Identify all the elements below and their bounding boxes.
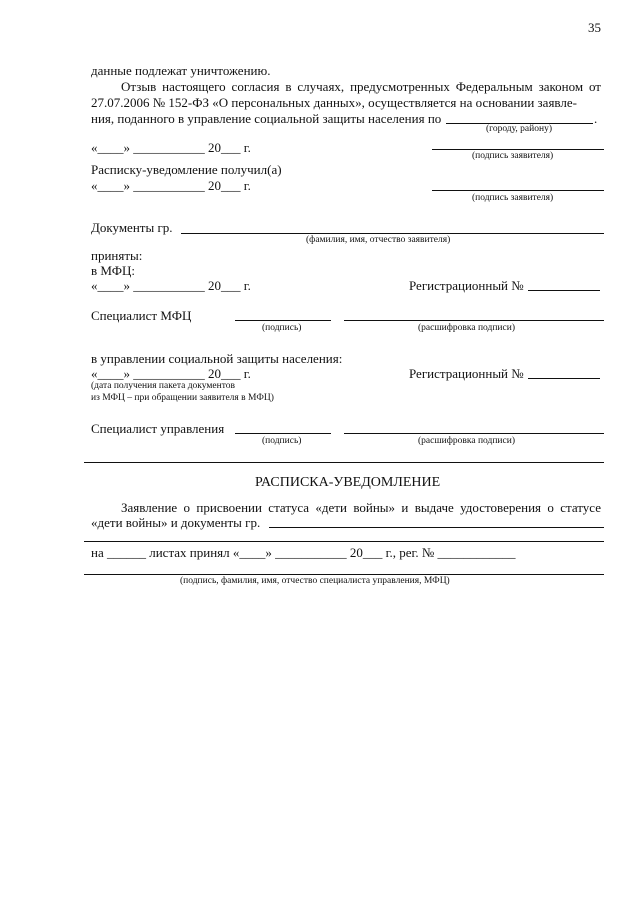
documents-label: Документы гр. bbox=[91, 220, 173, 235]
date-field: «____» ___________ 20___ г. bbox=[91, 278, 251, 293]
page-number: 35 bbox=[588, 20, 601, 35]
receipt-bottom-line bbox=[84, 574, 604, 575]
date-note-1: (дата получения пакета документов bbox=[91, 381, 235, 391]
date-field: «____» ___________ 20___ г. bbox=[91, 178, 251, 193]
reg-number-line bbox=[528, 290, 600, 291]
withdrawal-paragraph-last-line: ния, поданного в управление социальной защиты населения по bbox=[91, 111, 442, 126]
decoding-line bbox=[344, 320, 604, 321]
applicant-name-line bbox=[181, 233, 604, 234]
mfc-label: в МФЦ: bbox=[91, 263, 136, 278]
signature-line bbox=[235, 320, 331, 321]
signature-caption: (подпись) bbox=[262, 436, 302, 446]
period: . bbox=[594, 111, 598, 126]
receipt-sheets-line: на ______ листах принял «____» ___________ 20___ г., рег. № ____________ bbox=[91, 545, 516, 560]
withdrawal-paragraph: Отзыв настоящего согласия в случаях, предусмотренных Федеральным законом от 27.07.2006 № 152-ФЗ «О персональных данных», осуществляется на основании заявле- bbox=[91, 79, 601, 110]
date-field: «____» ___________ 20___ г. bbox=[91, 366, 251, 381]
receipt-text-line-1: Заявление о присвоении статуса «дети войны» и выдаче удостоверения о статусе bbox=[121, 500, 601, 515]
applicant-name-caption: (фамилия, имя, отчество заявителя) bbox=[306, 235, 451, 245]
separator-line bbox=[84, 462, 604, 463]
reg-number-label: Регистрационный № bbox=[409, 366, 524, 381]
social-dept-label: в управлении социальной защиты населения: bbox=[91, 351, 343, 366]
decoding-line bbox=[344, 433, 604, 434]
specialist-mfc-label: Специалист МФЦ bbox=[91, 308, 192, 323]
intro-line: данные подлежат уничтожению. bbox=[91, 63, 271, 78]
receipt-separator-line bbox=[84, 541, 604, 542]
city-district-caption: (городу, району) bbox=[486, 124, 552, 134]
receipt-name-line bbox=[269, 527, 604, 528]
signature-caption: (подпись) bbox=[262, 323, 302, 333]
applicant-signature-line bbox=[432, 149, 604, 150]
date-field: «____» ___________ 20___ г. bbox=[91, 140, 251, 155]
applicant-signature-caption: (подпись заявителя) bbox=[472, 151, 554, 161]
reg-number-line bbox=[528, 378, 600, 379]
receipt-text-line-2: «дети войны» и документы гр. bbox=[91, 515, 261, 530]
specialist-dept-label: Специалист управления bbox=[91, 421, 225, 436]
decoding-caption: (расшифровка подписи) bbox=[418, 323, 515, 333]
applicant-signature-caption: (подпись заявителя) bbox=[472, 193, 554, 203]
signature-line bbox=[235, 433, 331, 434]
receipt-title: РАСПИСКА-УВЕДОМЛЕНИЕ bbox=[255, 475, 441, 490]
accepted-label: приняты: bbox=[91, 248, 143, 263]
receipt-bottom-caption: (подпись, фамилия, имя, отчество специалиста управления, МФЦ) bbox=[180, 576, 450, 586]
receipt-received-label: Расписку-уведомление получил(а) bbox=[91, 162, 282, 177]
reg-number-label: Регистрационный № bbox=[409, 278, 524, 293]
date-note-2: из МФЦ – при обращении заявителя в МФЦ) bbox=[91, 393, 274, 403]
decoding-caption: (расшифровка подписи) bbox=[418, 436, 515, 446]
applicant-signature-line bbox=[432, 190, 604, 191]
